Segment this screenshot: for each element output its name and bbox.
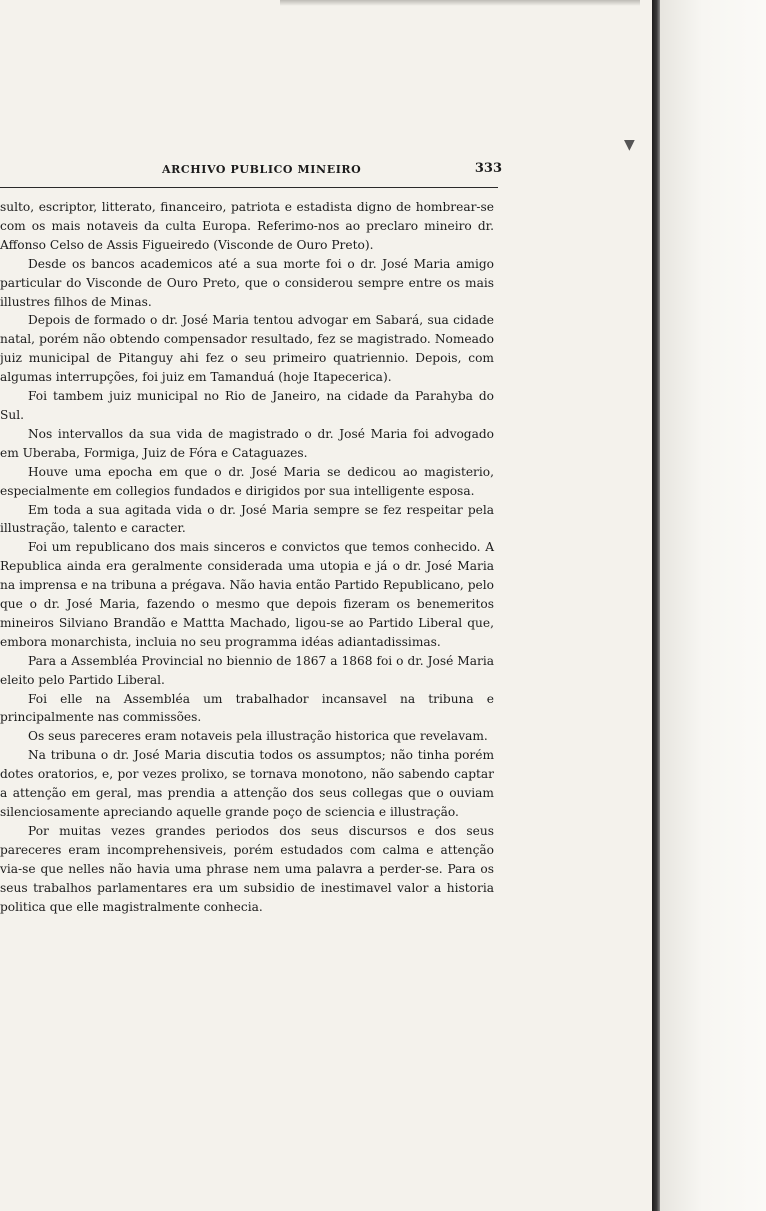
header-title: ARCHIVO PUBLICO MINEIRO bbox=[162, 163, 362, 176]
ink-spot-icon: ▼ bbox=[624, 137, 635, 153]
paragraph: Foi elle na Assembléa um trabalhador incansavel na tribuna e principalmente nas commissões. bbox=[0, 691, 494, 725]
paragraph: Por muitas vezes grandes periodos dos seus discursos e dos seus pareceres eram incomprehensiveis, porém estudados com calma e attenção via-se que nelles não havia uma phrase nem uma palavra a perder-se. Para os seus trabalhos parlamentares era um subsidio de inestimavel valor a historia politica que elle magistralmente conhecia. bbox=[0, 823, 494, 914]
paragraph: Os seus pareceres eram notaveis pela illustração historica que revelavam. bbox=[28, 729, 488, 744]
paragraph: Depois de formado o dr. José Maria tentou advogar em Sabará, sua cidade natal, porém não obtendo compensador resultado, fez se magistrado. Nomeado juiz municipal de Pitanguy ahi fez o seu primeiro quatriennio. Depois, com algumas interrupções, foi juiz em Tamanduá (hoje Itapecerica). bbox=[0, 313, 494, 385]
paragraph: Houve uma epocha em que o dr. José Maria se dedicou ao magisterio, especialmente em collegios fundados e dirigidos por sua intelligente esposa. bbox=[0, 464, 494, 498]
page-number: 333 bbox=[474, 161, 502, 176]
running-header bbox=[0, 160, 510, 182]
page-edge-shadow bbox=[652, 0, 660, 1211]
paragraph: Em toda a sua agitada vida o dr. José Maria sempre se fez respeitar pela illustração, talento e caracter. bbox=[0, 502, 494, 536]
paragraph: sulto, escriptor, litterato, financeiro, patriota e estadista digno de hombrear-se com os mais notaveis da culta Europa. Referimo-nos ao preclaro mineiro dr. Affonso Celso de Assis Figueiredo (Visconde de Ouro Preto). bbox=[0, 200, 494, 252]
paragraph: Desde os bancos academicos até a sua morte foi o dr. José Maria amigo particular do Visconde de Ouro Preto, que o considerou sempre entre os mais illustres filhos de Minas. bbox=[0, 256, 494, 309]
paragraph: Nos intervallos da sua vida de magistrado o dr. José Maria foi advogado em Uberaba, Formiga, Juiz de Fóra e Cataguazes. bbox=[0, 426, 494, 460]
article-body bbox=[0, 198, 494, 916]
paragraph: Foi um republicano dos mais sinceros e convictos que temos conhecido. A Republica ainda era geralmente considerada uma utopia e já o dr. José Maria na imprensa e na tribuna a prégava. Não havia então Partido Republicano, pelo que o dr. José Maria, fazendo o mesmo que depois fizeram os benemeritos mineiros Silviano Brandão e Mattta Machado, ligou-se ao Partido Liberal que, embora monarchista, incluia no seu programma idéas adiantadissimas. bbox=[0, 540, 494, 649]
paragraph: Foi tambem juiz municipal no Rio de Janeiro, na cidade da Parahyba do Sul. bbox=[0, 389, 494, 422]
paragraph: Na tribuna o dr. José Maria discutia todos os assumptos; não tinha porém dotes oratorios, e, por vezes prolixo, se tornava monotono, não sabendo captar a attenção em geral, mas prendia a attenção dos seus collegas que o ouviam silenciosamente apreciando aquelle grande poço de sciencia e illustração. bbox=[0, 748, 494, 819]
scan-top-smudge bbox=[280, 0, 640, 6]
header-rule bbox=[0, 187, 498, 188]
paragraph: Para a Assembléa Provincial no biennio de 1867 a 1868 foi o dr. José Maria eleito pelo Partido Liberal. bbox=[0, 653, 494, 687]
adjacent-page-margin bbox=[660, 0, 766, 1211]
